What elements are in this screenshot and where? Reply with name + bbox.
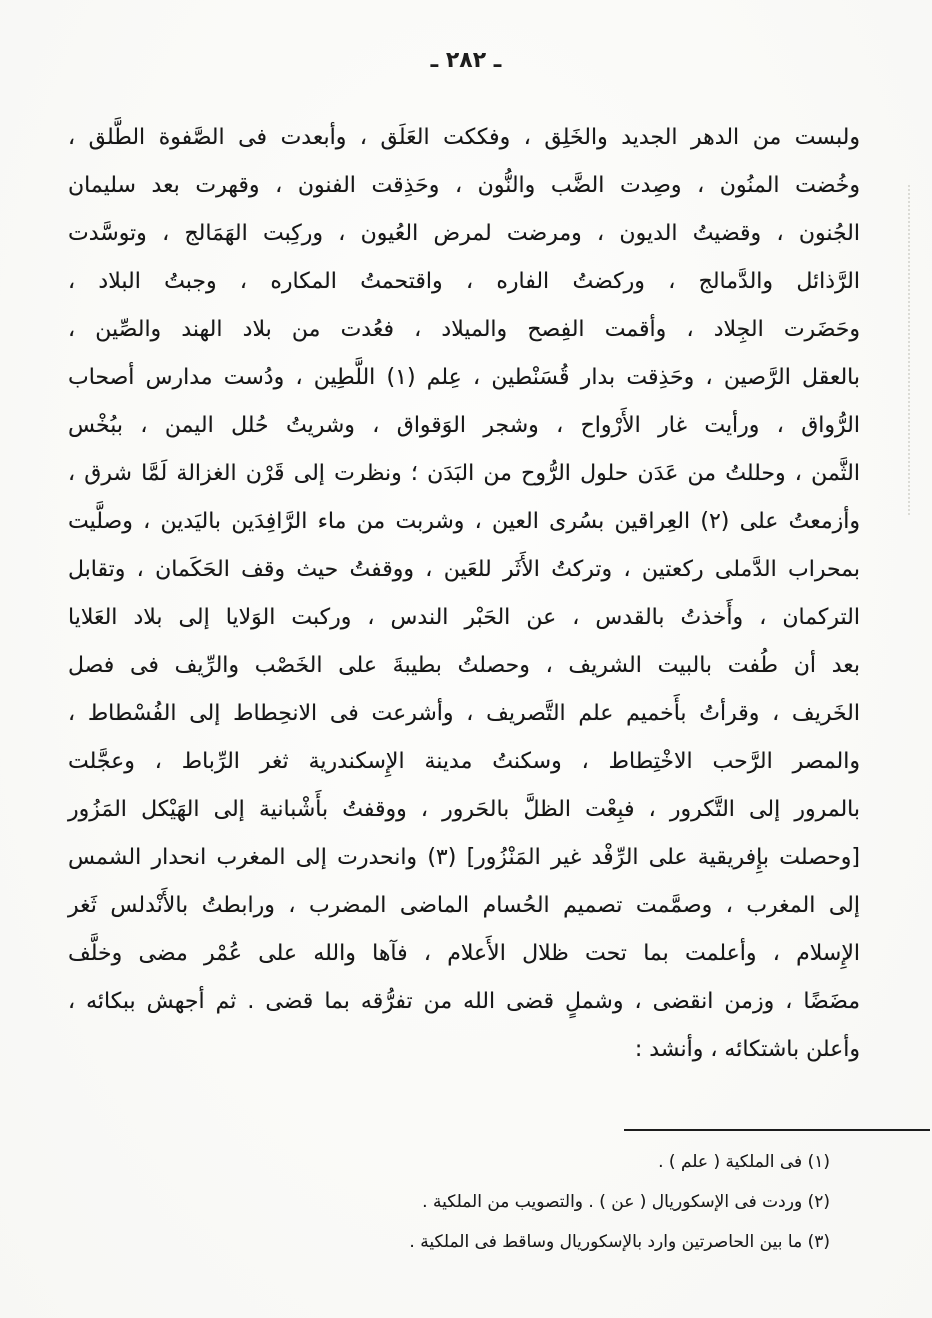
text-line: وحَضَرت الجِلاد ، وأقمت الفِصح والميلاد ، فعُدت من بلاد الهند والصِّين ،: [68, 317, 860, 342]
text-line: مضَضًا ، وزمن انقضى ، وشملٍ قضى الله من تفرُّقه بما قضى . ثم أجهش ببكائه ،: [68, 989, 860, 1014]
text-line: بمحراب الدَّملى ركعتين ، وتركتُ الأَثَر للعَين ، ووقفتُ حيث وقف الحَكَمان ، وتقابل: [68, 557, 860, 582]
page-number: ـ ٢٨٢ ـ: [430, 48, 502, 73]
text-line: الثَّمن ، وحللتُ من عَدَن حلول الرُّوح من البَدَن ؛ ونظرت إلى قَرْن الغزالة لَمَّا شرق ،: [68, 461, 860, 486]
text-line-last: وأعلن باشتكائه ، وأنشد :: [634, 1037, 860, 1062]
text-line: الرَّذائل والدَّمالج ، وركضتُ الفاره ، واقتحمتُ المكاره ، وجبتُ البلاد ،: [68, 269, 860, 294]
footnote-separator-rule: [624, 1129, 930, 1131]
text-line: الخَريف ، وقرأتُ بأَخميم علم التَّصريف ، وأشرعت فى الانحِطاط إلى الفُسْطاط ،: [68, 701, 860, 726]
text-line: الرُّواق ، ورأيت غار الأَرْواح ، وشجر الوَقواق ، وشريتُ حُلل اليمن ، ببُخْس: [68, 413, 860, 438]
text-line: التركمان ، وأَخذتُ بالقدس ، عن الحَبْر الندس ، وركبت الوَلايا إلى بلاد العَلايا: [68, 605, 860, 630]
text-line: إلى المغرب ، وصمَّمت تصميم الحُسام الماضى المضرب ، ورابطتُ بالأَنْدلس ثَغر: [68, 893, 860, 918]
text-line: بالمرور إلى التَّكرور ، فبِعْت الظلَّ بالحَرور ، ووقفتُ بأَشْبانية إلى الهَيْكل المَزُور: [68, 797, 860, 822]
footnote-1: (١) فى الملكية ( علم ) .: [658, 1152, 830, 1172]
text-line: بعد أن طُفت بالبيت الشريف ، وحصلتُ بطيبةَ على الخَصْب والرِّيف فى فصل: [68, 653, 860, 678]
footnotes-block: [100, 1142, 830, 1262]
footnote-2: (٢) وردت فى الإسكوريال ( عن ) . والتصويب من الملكية .: [422, 1192, 830, 1212]
text-line: ولبست من الدهر الجديد والخَلِق ، وفككت العَلَق ، وأبعدت فى الصَّفوة الطَّلق ،: [68, 125, 860, 150]
text-line: [وحصلت بإِفريقية على الرِّفْد غير المَنْزُور] (٣) وانحدرت إلى المغرب انحدار الشمس: [68, 845, 860, 870]
text-line: وخُضت المنُون ، وصِدت الضَّب والنُّون ، وحَذِقت الفنون ، وقهرت بعد سليمان: [68, 173, 860, 198]
text-line: والمصر الرَّحب الاخْتِطاط ، وسكنتُ مدينة الإِسكندرية ثغر الرِّباط ، وعجَّلت: [68, 749, 860, 774]
text-line: بالعقل الرَّصين ، وحَذِقت بدار قُسَنْطين ، عِلم (١) اللَّطِين ، ودُست مدارس أصحاب: [68, 365, 860, 390]
text-line: الجُنون ، وقضيتُ الديون ، ومرضت لمرض العُيون ، وركِبت الهَمَالج ، وتوسَّدت: [68, 221, 860, 246]
text-line: وأزمعتُ على (٢) العِراقين بسُرى العين ، وشربت من ماء الرَّافِدَين باليَدين ، وصلَّيت: [68, 509, 860, 534]
body-text-block: [68, 114, 860, 1074]
scan-artifact: [908, 185, 910, 515]
footnote-3: (٣) ما بين الحاصرتين وارد بالإسكوريال وساقط فى الملكية .: [409, 1232, 830, 1252]
text-line: الإِسلام ، وأعلمت بما تحت ظلال الأَعلام ، فآها والله على عُمْر مضى وخلَّف: [68, 941, 860, 966]
